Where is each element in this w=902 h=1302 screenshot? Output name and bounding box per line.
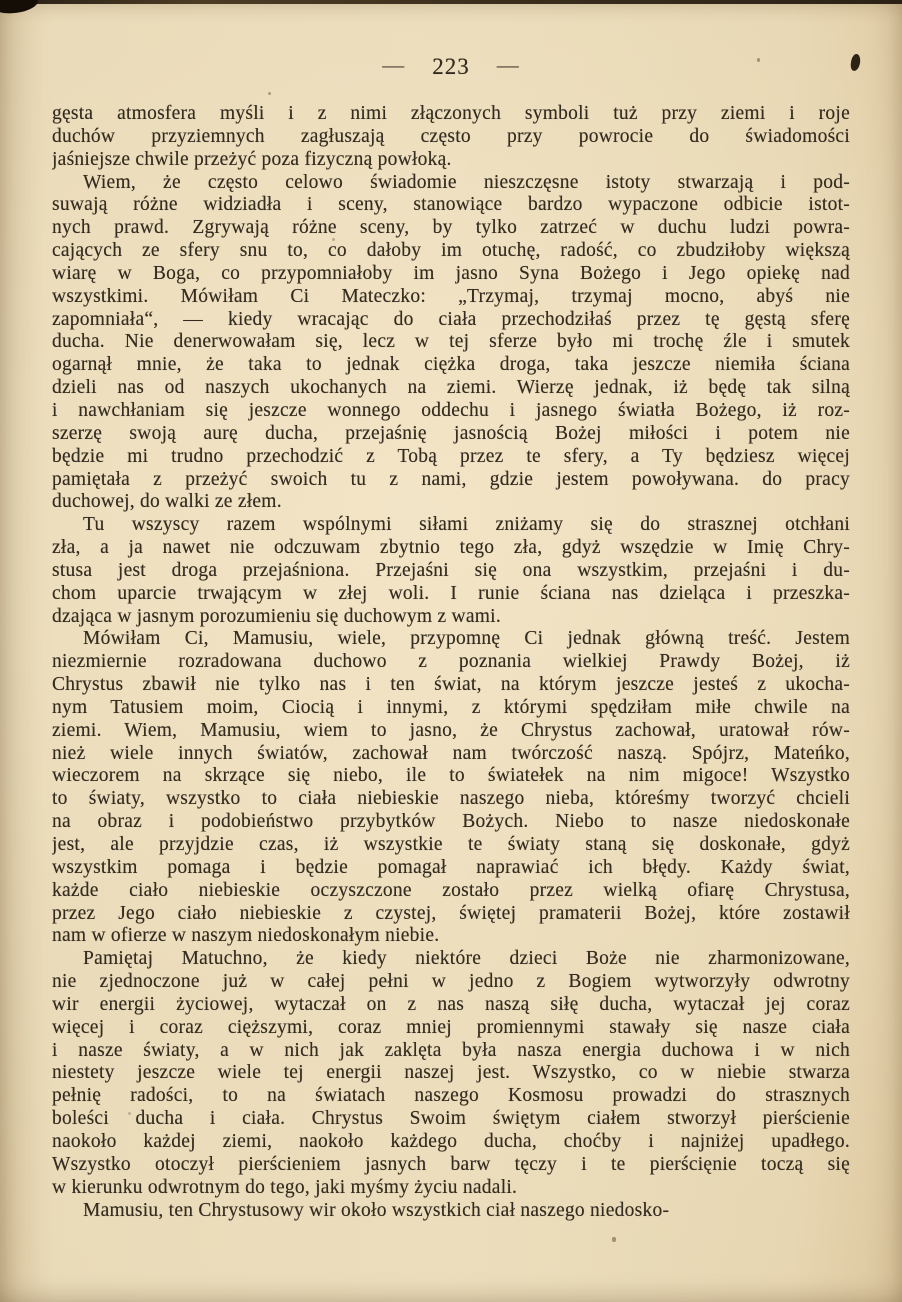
text-line: zapomniała“, — kiedy wracając do ciała przechodziłaś przez tę gęstą sferę bbox=[52, 308, 850, 330]
text-line: ziemi. Wiem, Mamusiu, wiem to jasno, że Chrystus zachował, uratował rów- bbox=[52, 719, 850, 741]
text-line: nie zjednoczone już w całej pełni w jedno z Bogiem wytworzyły odwrotny bbox=[52, 971, 850, 993]
text-line: dzieli nas od naszych ukochanych na ziemi. Wierzę jednak, iż będę tak silną bbox=[52, 377, 850, 399]
text-line: niestety jeszcze wiele tej energii naszej jest. Wszystko, co w niebie stwarza bbox=[52, 1062, 850, 1084]
text-line: Tu wszyscy razem wspólnymi siłami zniżamy się do strasznej otchłani bbox=[83, 514, 850, 536]
text-line: Mamusiu, ten Chrystusowy wir około wszystkich ciał naszego niedosko- bbox=[83, 1199, 670, 1221]
text-line: nam w ofierze w naszym niedoskonałym niebie. bbox=[52, 925, 440, 947]
text-line: boleści ducha i ciała. Chrystus Swoim świętym ciałem stworzył pierścienie bbox=[52, 1108, 850, 1130]
text-line: nych prawd. Zgrywają różne sceny, by tylko zatrzeć w duchu ludzi powra- bbox=[52, 217, 850, 239]
page-header bbox=[0, 54, 902, 80]
text-line: Chrystus zbawił nie tylko nas i ten świat, na którym jeszcze jesteś z ukocha- bbox=[52, 674, 850, 696]
text-line: niezmiernie rozradowana duchowo z poznania wielkiej Prawdy Bożej, iż bbox=[52, 651, 850, 673]
text-line: będzie mi trudno przechodzić z Tobą przez te sfery, a Ty będziesz więcej bbox=[52, 445, 850, 467]
text-line: naokoło każdej ziemi, naokoło każdego ducha, choćby i najniżej upadłego. bbox=[52, 1130, 850, 1152]
header-dash-right: — bbox=[496, 52, 520, 77]
scan-corner-artifact bbox=[0, 0, 39, 16]
text-line: wiarę w Boga, co przypomniałoby im jasno Syna Bożego i Jego opiekę nad bbox=[52, 262, 850, 284]
text-line: wir energii życiowej, wytaczał on z nas naszą siłę ducha, wytaczał jej coraz bbox=[52, 993, 850, 1015]
text-line: Wiem, że często celowo świadomie nieszczęsne istoty stwarzają i pod- bbox=[83, 171, 850, 193]
text-line: wszystkimi. Mówiłam Ci Mateczko: „Trzymaj, trzymaj mocno, abyś nie bbox=[52, 285, 850, 307]
text-line: i nawchłaniam się jeszcze wonnego oddechu i jasnego światła Bożego, iż roz- bbox=[52, 399, 850, 421]
text-line: każde ciało niebieskie oczyszczone zostało przez wielką ofiarę Chrystusa, bbox=[52, 879, 850, 901]
text-line: chom uparcie trwającym w złej woli. I runie ściana nas dzieląca i przeszka- bbox=[52, 582, 850, 604]
scan-speck-artifact bbox=[268, 92, 271, 95]
text-line: nym Tatusiem moim, Ciocią i innymi, z którymi spędziłam miłe chwile na bbox=[52, 696, 850, 718]
text-line: pełnię radości, to na światach naszego Kosmosu prowadzi do strasznych bbox=[52, 1085, 850, 1107]
text-line: duchowej, do walki ze złem. bbox=[52, 491, 282, 513]
text-line: w kierunku odwrotnym do tego, jaki myśmy życiu nadali. bbox=[52, 1176, 518, 1198]
text-line: nież wiele innych światów, zachował nam twórczość naszą. Spójrz, Mateńko, bbox=[52, 742, 850, 764]
text-line: zła, a ja nawet nie odczuwam zbytnio tego zła, gdyż wszędzie w Imię Chry- bbox=[52, 537, 850, 559]
text-line: duchów przyziemnych zagłuszają często przy powrocie do świadomości bbox=[52, 125, 850, 147]
text-line: stusa jest droga przejaśniona. Przejaśni się ona wszystkim, przejaśni i du- bbox=[52, 559, 850, 581]
text-line: Mówiłam Ci, Mamusiu, wiele, przypomnę Ci jednak główną treść. Jestem bbox=[83, 628, 850, 650]
text-line: jest, ale przyjdzie czas, iż wszystkie te światy staną się doskonałe, gdyż bbox=[52, 834, 850, 855]
text-line: wszystkim pomaga i będzie pomagał naprawiać ich błędy. Każdy świat, bbox=[52, 856, 850, 878]
text-line: na obraz i podobieństwo przybytków Bożych. Niebo to nasze niedoskonałe bbox=[52, 811, 850, 833]
scan-speck-artifact bbox=[612, 1237, 616, 1242]
text-line: i nasze światy, a w nich jak zaklęta była nasza energia duchowa i w nich bbox=[52, 1039, 850, 1061]
text-line: dzająca w jasnym porozumieniu się duchowym z wami. bbox=[52, 605, 501, 627]
text-line: Wszystko otoczył pierścieniem jasnych barw tęczy i te pierścięnie toczą się bbox=[52, 1153, 850, 1175]
text-line: pamiętała z przeżyć swoich tu z nami, gdzie jestem powoływana. do pracy bbox=[52, 468, 850, 490]
text-line: ogarnął mnie, że taka to jednak ciężka droga, taka jeszcze niemiła ściana bbox=[52, 354, 850, 376]
text-block bbox=[52, 103, 850, 1222]
text-line: cających ze sfery snu to, co dałoby im otuchę, radość, co zbudziłoby większą bbox=[52, 240, 850, 262]
text-line: przez Jego ciało niebieskie z czystej, świętej pramaterii Bożej, które zostawił bbox=[52, 902, 850, 924]
header-dash-left: — bbox=[382, 52, 406, 77]
text-line: więcej i coraz cięższymi, coraz mniej promiennymi stawały się nasze ciała bbox=[52, 1016, 850, 1038]
text-line: gęsta atmosfera myśli i z nimi złączonych symboli tuż przy ziemi i roje bbox=[52, 103, 850, 124]
text-line: jaśniejsze chwile przeżyć poza fizyczną powłoką. bbox=[52, 148, 452, 170]
text-line: wieczorem na skrząсe się niebo, ile to światełek na nim migoce! Wszystko bbox=[52, 765, 850, 787]
text-line: Pamiętaj Matuchno, że kiedy niektóre dzieci Boże nie zharmonizowane, bbox=[83, 948, 850, 970]
page-number: 223 bbox=[432, 54, 470, 79]
text-line: suwają różne widziadła i sceny, stanowiące bardzo wypaczone odbicie istot- bbox=[52, 194, 850, 216]
scan-edge-artifact bbox=[0, 0, 902, 4]
text-line: to światy, wszystko to ciała niebieskie naszego nieba, któreśmy tworzyć chcieli bbox=[52, 788, 850, 810]
text-line: ducha. Nie denerwowałam się, lecz w tej sferze było mi trochę źle i smutek bbox=[52, 331, 850, 353]
text-line: szerzę swoją aurę ducha, przejaśnię jasnością Bożej miłości i potem nie bbox=[52, 422, 850, 444]
